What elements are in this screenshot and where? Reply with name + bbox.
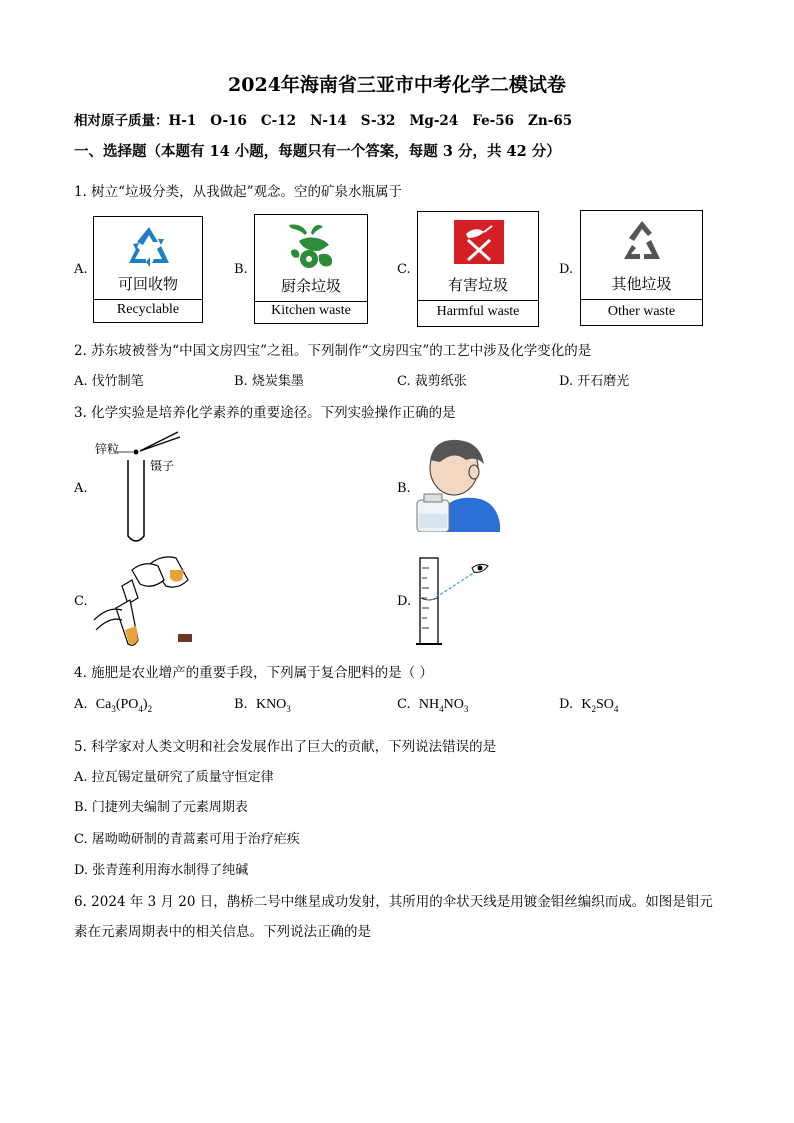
q2-option: D. 开石磨光	[559, 374, 630, 389]
formula-ca3po42: $Ca_3(PO_4)_2$	[95, 697, 153, 714]
q2-option: C. 裁剪纸张	[397, 374, 467, 389]
question-3-stem: 3. 化学实验是培养化学素养的重要途径。下列实验操作正确的是	[74, 405, 456, 421]
other-waste-bin-sign	[580, 210, 703, 326]
bin-en-label: Harmful waste	[436, 304, 520, 319]
atomic-masses-label: 相对原子质量：	[74, 113, 169, 129]
harmful-waste-icon	[454, 220, 504, 264]
q5-option: C. 屠呦呦研制的青蒿素可用于治疗疟疾	[74, 832, 300, 847]
q1-option-letter: C.	[397, 262, 411, 277]
formula-nh4no3: $NH_4NO_3$	[418, 697, 469, 714]
formula-k2so4: $K_2SO_4$	[581, 697, 619, 714]
q1-option-letter: A.	[74, 262, 88, 277]
page-title: 2024年海南省三亚市中考化学二模试卷	[228, 74, 566, 96]
q2-option: B. 烧炭集墨	[234, 374, 304, 389]
kitchen-waste-bin-sign	[254, 214, 368, 324]
question-4-stem: 4. 施肥是农业增产的重要手段，下列属于复合肥料的是（ ）	[74, 665, 433, 681]
formula-kno3: $KNO_3$	[255, 697, 291, 714]
q5-option: D. 张青莲利用海水制得了纯碱	[74, 863, 249, 878]
pouring-liquid-figure	[92, 550, 202, 650]
divider	[255, 301, 367, 302]
q1-option-letter: D.	[559, 262, 574, 277]
question-1-stem: 1. 树立“垃圾分类，从我做起”观念。空的矿泉水瓶属于	[74, 184, 402, 200]
atomic-mass: Mg-24	[409, 113, 459, 129]
option-letter: D.	[559, 697, 574, 712]
question-2-stem: 2. 苏东坡被誉为“中国文房四宝”之祖。下列制作“文房四宝”的工艺中涉及化学变化的是	[74, 343, 592, 359]
atomic-mass: S-32	[360, 113, 396, 129]
atomic-mass: Zn-65	[528, 113, 573, 129]
question-5-stem: 5. 科学家对人类文明和社会发展作出了巨大的贡献，下列说法错误的是	[74, 739, 497, 755]
q3-option-letter: A.	[74, 481, 88, 496]
other-waste-icon	[618, 219, 666, 267]
q5-option: A. 拉瓦锡定量研究了质量守恒定律	[74, 770, 274, 785]
measuring-cylinder-figure	[416, 556, 496, 648]
smelling-gas-figure	[414, 438, 504, 532]
atomic-mass: Fe-56	[472, 113, 515, 129]
bin-cn-label: 可回收物	[117, 275, 178, 293]
bin-cn-label: 厨余垃圾	[280, 277, 341, 295]
atomic-mass: N-14	[310, 113, 347, 129]
q3-option-letter: C.	[74, 594, 88, 609]
atomic-masses	[74, 109, 586, 129]
bin-en-label: Recyclable	[116, 302, 180, 317]
harmful-waste-bin-sign	[417, 211, 539, 327]
recycle-icon	[124, 225, 174, 269]
zinc-label: 锌粒	[95, 442, 120, 456]
q4-option	[234, 697, 291, 714]
tweezers-label: 镊子	[150, 459, 175, 473]
divider	[418, 300, 538, 301]
divider	[94, 299, 202, 300]
bin-cn-label: 其他垃圾	[611, 275, 672, 293]
q4-option	[559, 697, 618, 714]
atomic-mass: C-12	[260, 113, 297, 129]
bin-cn-label: 有害垃圾	[447, 276, 508, 294]
option-letter: A.	[74, 697, 88, 712]
recyclable-bin-sign	[93, 216, 203, 323]
section-heading: 一、选择题（本题有 14 小题，每题只有一个答案，每题 3 分，共 42 分）	[74, 143, 561, 160]
divider	[581, 299, 702, 300]
option-letter: B.	[234, 697, 248, 712]
kitchen-waste-icon	[285, 221, 339, 273]
q5-option: B. 门捷列夫编制了元素周期表	[74, 800, 248, 815]
q3-option-letter: D.	[397, 594, 412, 609]
atomic-mass: H-1	[168, 113, 197, 129]
q1-option-letter: B.	[234, 262, 248, 277]
q2-option: A. 伐竹制笔	[74, 374, 144, 389]
q4-option	[397, 697, 468, 714]
q4-option	[74, 697, 152, 714]
q3-option-letter: B.	[397, 481, 411, 496]
question-6-line1: 6. 2024 年 3 月 20 日，鹊桥二号中继星成功发射，其所用的伞状天线是用镀金钼丝编织而成。如图是钼元	[74, 894, 713, 910]
option-letter: C.	[397, 697, 411, 712]
bin-en-label: Other waste	[607, 304, 676, 319]
test-tube-zinc-figure	[110, 428, 190, 548]
bin-en-label: Kitchen waste	[271, 303, 351, 318]
atomic-mass: O-16	[210, 113, 247, 129]
question-6-line2: 素在元素周期表中的相关信息。下列说法正确的是	[74, 924, 371, 940]
